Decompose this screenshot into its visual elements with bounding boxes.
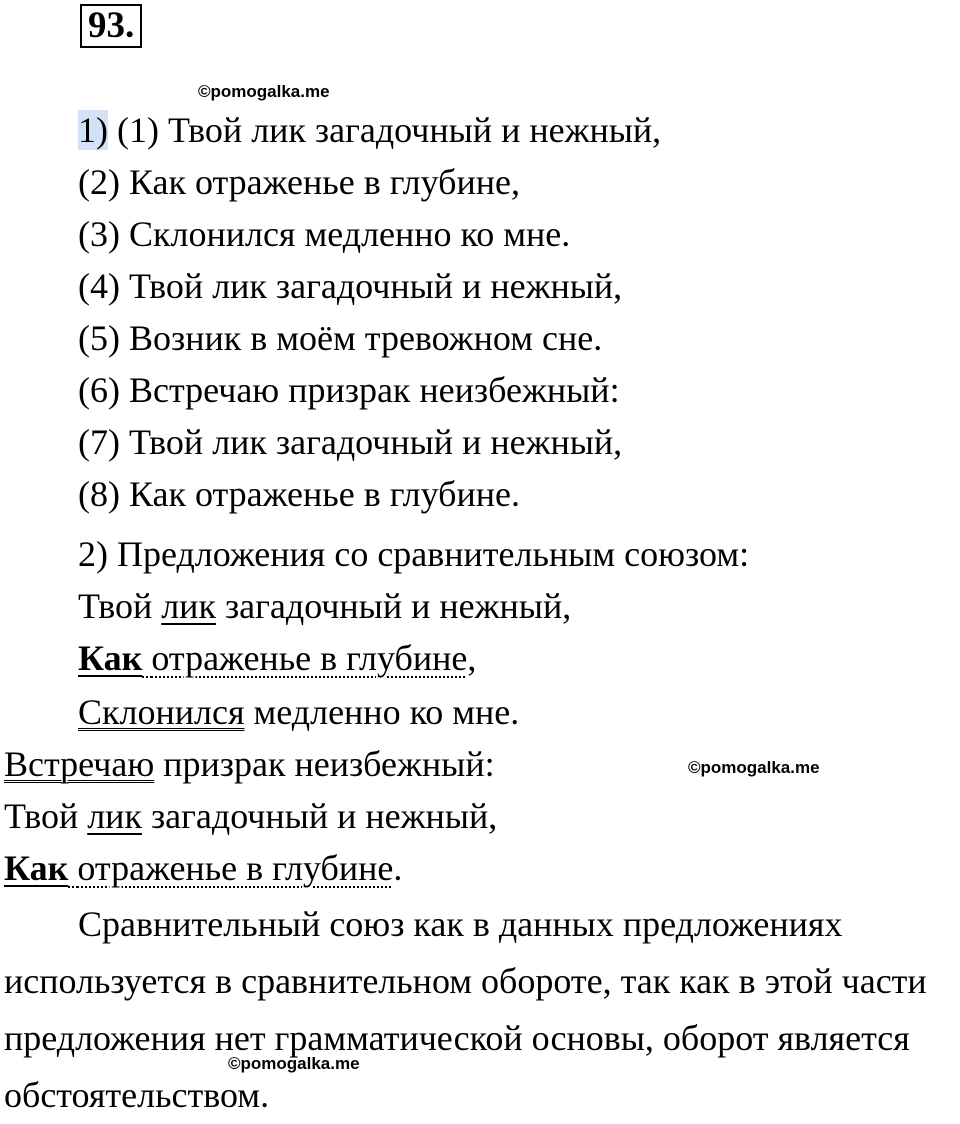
part2-heading: 2) Предложения со сравнительным союзом:	[78, 534, 750, 574]
poem-line-6: (6) Встречаю призрак неизбежный:	[78, 370, 620, 410]
punctuation: .	[393, 848, 403, 888]
text: Твой	[4, 796, 88, 836]
poem-line-4: (4) Твой лик загадочный и нежный,	[78, 266, 623, 306]
poem-line-5: (5) Возник в моём тревожном сне.	[78, 318, 603, 358]
poem-line-text: (1) Твой лик загадочный и нежный,	[108, 110, 662, 150]
analysis-line-6	[4, 842, 402, 894]
poem-line-7: (7) Твой лик загадочный и нежный,	[78, 422, 623, 462]
part1-marker[interactable]: 1)	[78, 110, 108, 150]
text: загадочный и нежный,	[141, 796, 498, 836]
text: медленно ко мне.	[244, 692, 520, 732]
analysis-line-5	[4, 790, 497, 842]
poem-line-8: (8) Как отраженье в глубине.	[78, 474, 520, 514]
subject-underlined: лик	[87, 796, 142, 836]
poem-line-2: (2) Как отраженье в глубине,	[78, 162, 520, 202]
punctuation: ,	[467, 638, 477, 678]
analysis-line-4	[4, 738, 495, 790]
text: Твой	[78, 586, 162, 626]
subject-underlined: лик	[161, 586, 216, 626]
watermark: ©pomogalka.me	[688, 758, 820, 777]
comparative-phrase: отраженье в глубине	[77, 848, 394, 888]
poem-line-1	[78, 104, 661, 156]
watermark: ©pomogalka.me	[228, 1054, 360, 1073]
analysis-line-2	[78, 632, 476, 684]
task-number: 93.	[80, 4, 142, 48]
comparative-conjunction: Как	[4, 848, 69, 888]
comparative-conjunction: Как	[78, 638, 143, 678]
poem-line-3: (3) Склонился медленно ко мне.	[78, 214, 571, 254]
predicate-underlined: Склонился	[78, 692, 245, 732]
text: призрак неизбежный:	[154, 744, 495, 784]
text: загадочный и нежный,	[215, 586, 572, 626]
watermark: ©pomogalka.me	[198, 82, 330, 101]
analysis-line-1	[78, 580, 571, 632]
explanation-paragraph: Сравнительный союз как в данных предложениях используется в сравнительном обороте, так как в этой части предложения нет грамматической основы, оборот является обстоятельством.	[4, 904, 927, 1115]
comparative-phrase: отраженье в глубине	[151, 638, 468, 678]
predicate-underlined: Встречаю	[4, 744, 155, 784]
analysis-line-3	[78, 686, 519, 738]
